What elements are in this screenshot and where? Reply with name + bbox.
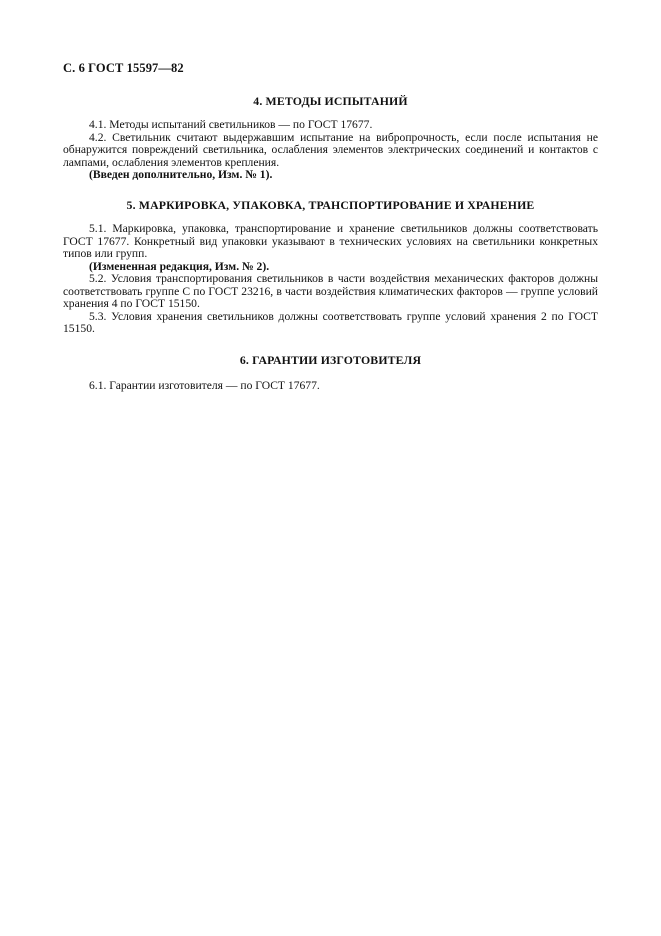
amendment-note: (Введен дополнительно, Изм. № 1). — [89, 168, 273, 181]
paragraph-6-1: 6.1. Гарантии изготовителя — по ГОСТ 17677. — [89, 379, 320, 392]
paragraph-4-1: 4.1. Методы испытаний светильников — по ГОСТ 17677. — [89, 118, 373, 131]
section-4-body — [63, 119, 598, 182]
paragraph-5-2: 5.2. Условия транспортирования светильников в части воздействия механических факторов должны соответствовать группе С по ГОСТ 23216, в части воздействия климатических факторов — группе условий хранения 4 по ГОСТ 15150. — [63, 272, 598, 310]
section-4-title: 4. МЕТОДЫ ИСПЫТАНИЙ — [253, 94, 408, 108]
section-6-body — [63, 380, 598, 393]
section-5-body — [63, 223, 598, 336]
section-6-title: 6. ГАРАНТИИ ИЗГОТОВИТЕЛЯ — [239, 353, 422, 367]
paragraph-5-1: 5.1. Маркировка, упаковка, транспортирование и хранение светильников должны соответствовать ГОСТ 17677. Конкретный вид упаковки указывают в технических условиях на светильники конкретных типов или групп. — [63, 222, 598, 260]
amendment-note: (Измененная редакция, Изм. № 2). — [89, 259, 270, 273]
paragraph-5-3: 5.3. Условия хранения светильников должны соответствовать группе условий хранения 2 по ГОСТ 15150. — [63, 309, 598, 335]
section-5-title: 5. МАРКИРОВКА, УПАКОВКА, ТРАНСПОРТИРОВАНИЕ И ХРАНЕНИЕ — [126, 198, 535, 212]
running-head: С. 6 ГОСТ 15597—82 — [63, 61, 184, 75]
paragraph-4-2: 4.2. Светильник считают выдержавшим испытание на вибропрочность, если после испытания не обнаружится повреждений светильника, ослабления элементов электрических соединений и контактов с лампами, ослабления элементов крепления. — [63, 130, 598, 169]
